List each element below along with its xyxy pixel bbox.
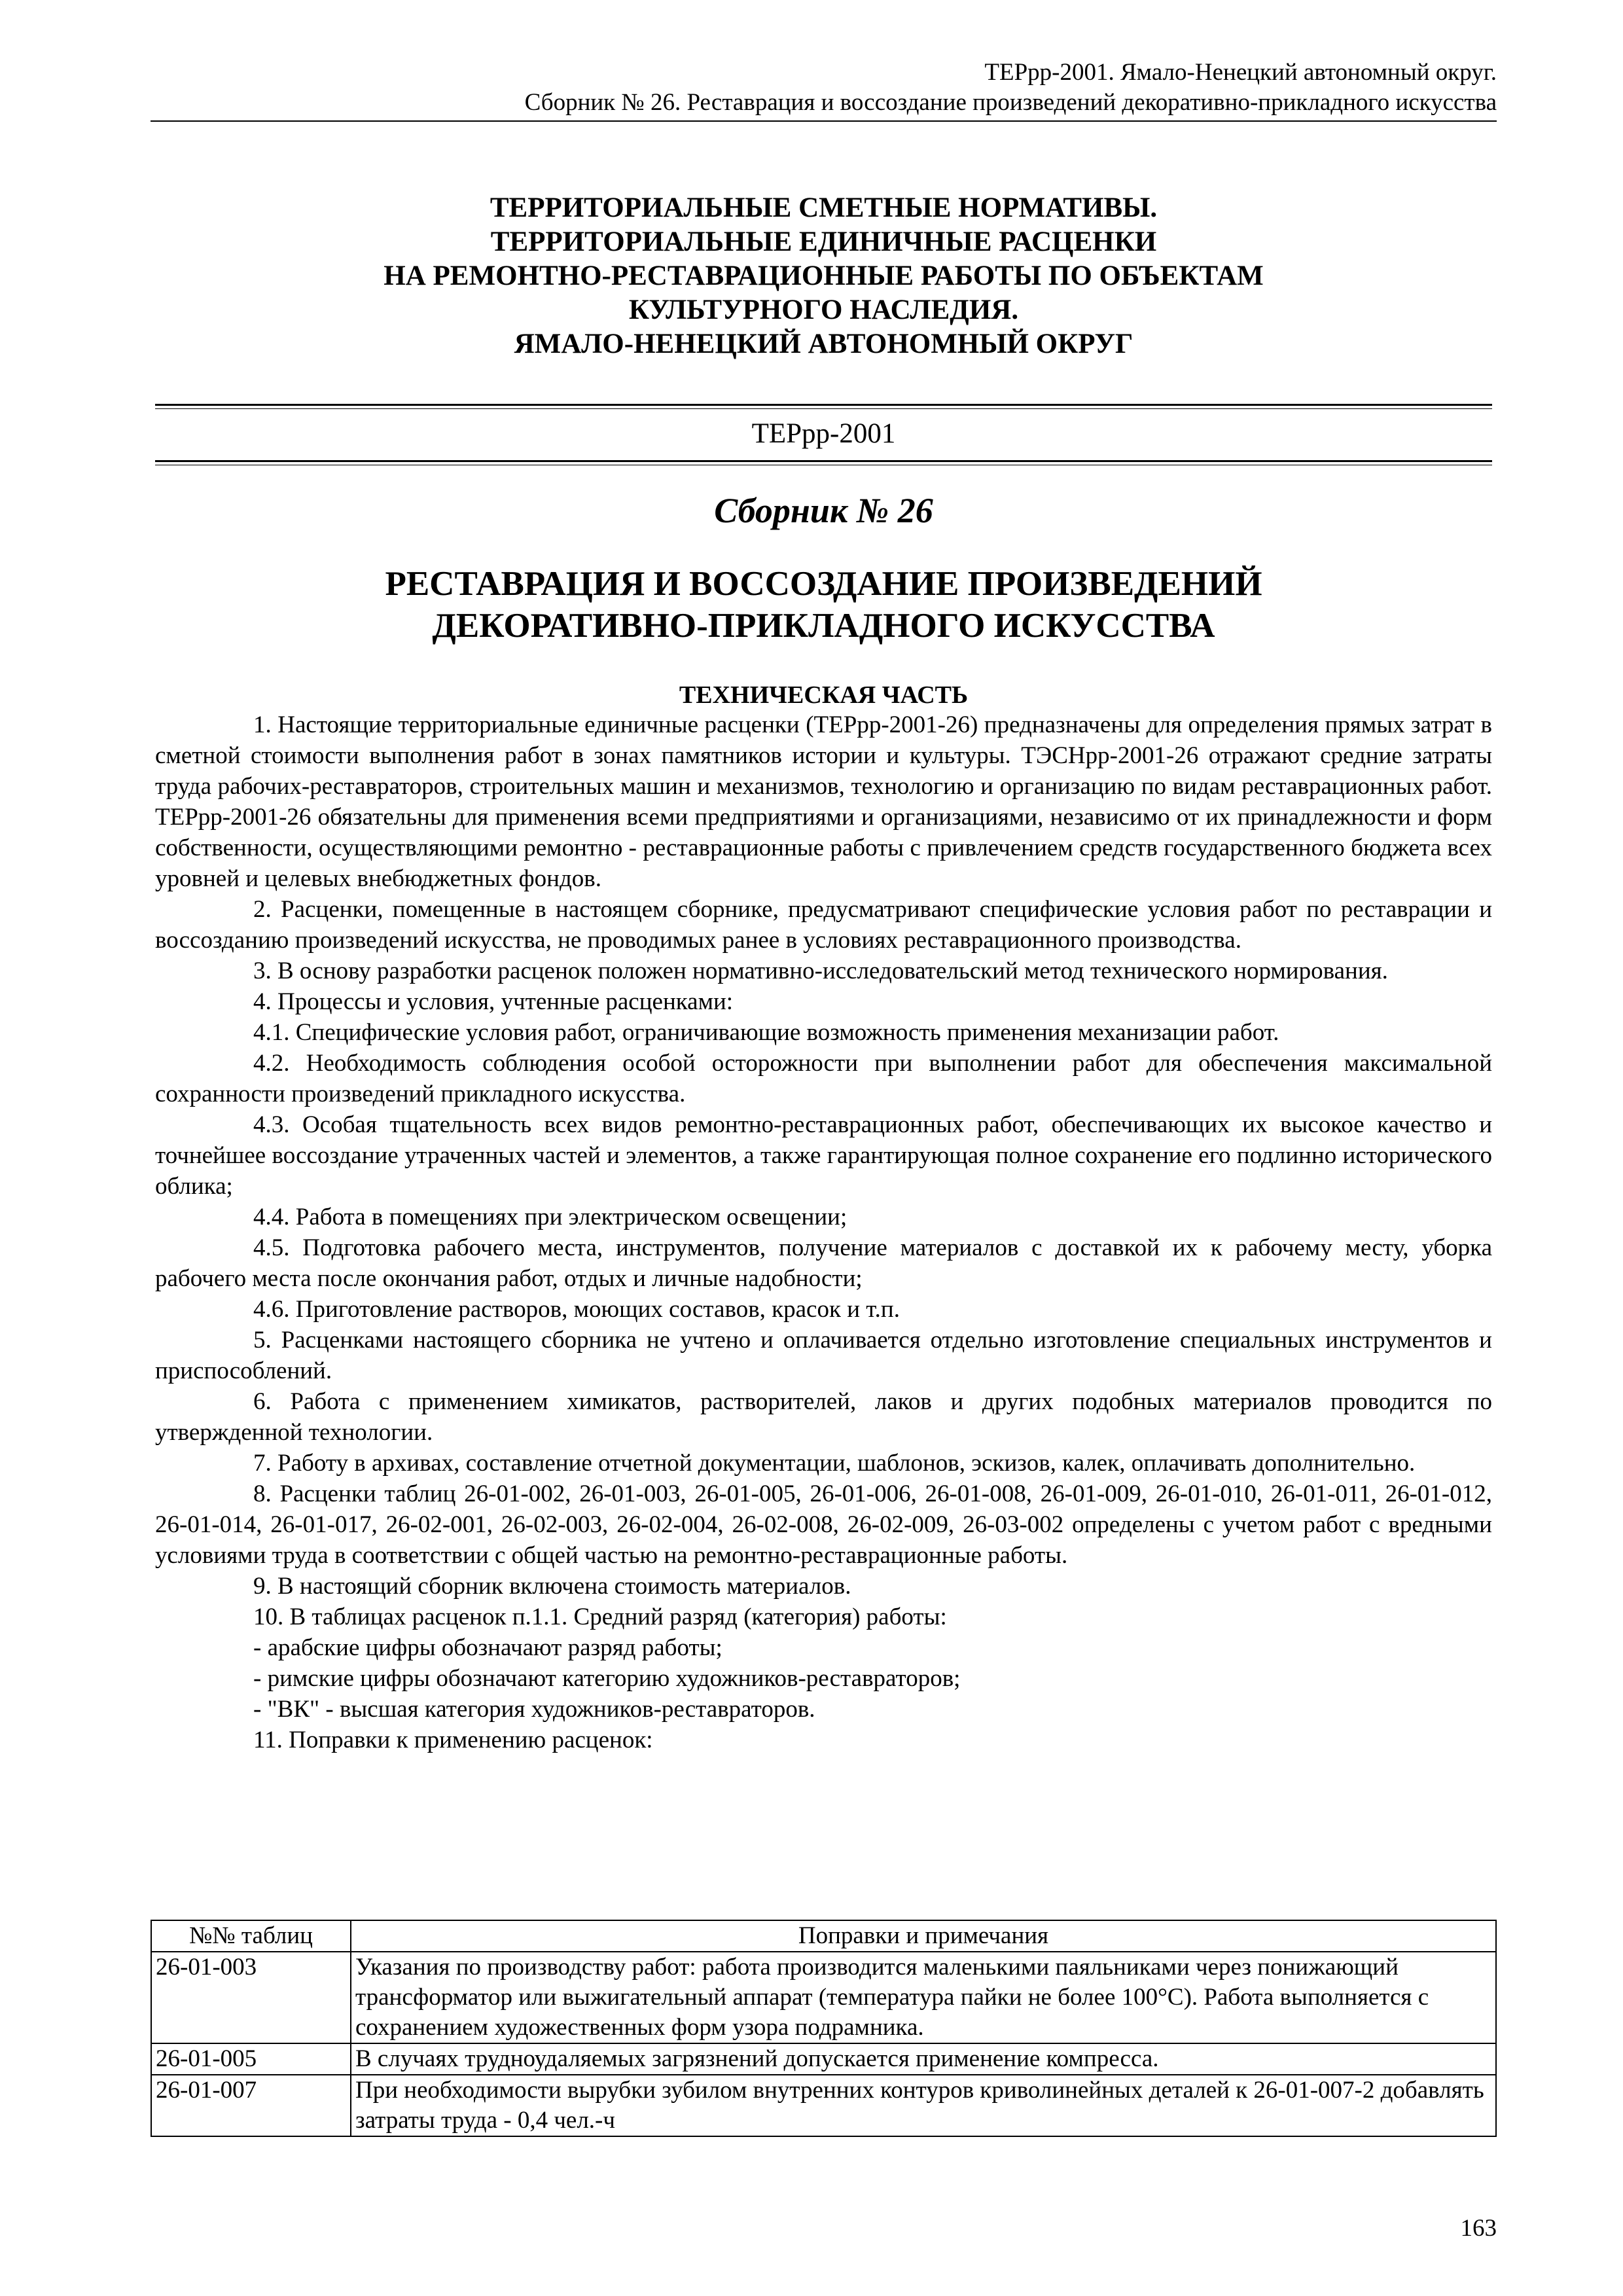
running-header xyxy=(151,58,1497,122)
collection-title: Сборник № 26 xyxy=(714,491,933,530)
paragraph: - римские цифры обозначают категорию художников-реставраторов; xyxy=(253,1665,961,1692)
paragraph: 1. Настоящие территориальные единичные расценки (ТЕРрр-2001-26) предназначены для определения прямых затрат в сметной стоимости выполнения работ в зонах памятников истории и культуры. ТЭСНрр-2001-26 отражают средние затраты труда рабочих-реставраторов, строительных машин и механизмов, технологию и организацию по видам реставрационных работ. ТЕРрр-2001-26 обязательны для применения всеми предприятиями и организациями, независимо от их принадлежности и форм собственности, осуществляющими ремонтно - реставрационные работы с привлечением средств государственного бюджета всех уровней и целевых внебюджетных фондов. xyxy=(155,711,1492,892)
table-row xyxy=(151,1952,1496,2043)
paragraph: 4.4. Работа в помещениях при электрическом освещении; xyxy=(253,1204,847,1230)
paragraph: 2. Расценки, помещенные в настоящем сборнике, предусматривают специфические условия работ по реставрации и воссозданию произведений искусства, не проводимых ранее в условиях реставрационного производства. xyxy=(155,896,1492,954)
technical-part-body xyxy=(155,709,1492,1755)
column-header-notes: Поправки и примечания xyxy=(351,1920,1496,1952)
main-title-line: КУЛЬТУРНОГО НАСЛЕДИЯ. xyxy=(628,295,1019,325)
paragraph: 4.1. Специфические условия работ, ограничивающие возможность применения механизации работ. xyxy=(253,1019,1279,1046)
paragraph: 10. В таблицах расценок п.1.1. Средний разряд (категория) работы: xyxy=(253,1604,947,1630)
running-header-line-2: Сборник № 26. Реставрация и воссоздание произведений декоративно-прикладного искусства xyxy=(524,89,1497,116)
paragraph: - арабские цифры обозначают разряд работы; xyxy=(253,1634,722,1661)
paragraph: 4. Процессы и условия, учтенные расценками: xyxy=(253,988,734,1015)
page-number: 163 xyxy=(1460,2215,1497,2242)
paragraph: 6. Работа с применением химикатов, растворителей, лаков и других подобных материалов проводится по утвержденной технологии. xyxy=(155,1388,1492,1446)
paragraph: 3. В основу разработки расценок положен нормативно-исследовательский метод технического нормирования. xyxy=(253,958,1388,984)
table-row xyxy=(151,2075,1496,2136)
main-title-line: ТЕРРИТОРИАЛЬНЫЕ ЕДИНИЧНЫЕ РАСЦЕНКИ xyxy=(490,226,1157,257)
paragraph: 4.2. Необходимость соблюдения особой осторожности при выполнении работ для обеспечения максимальной сохранности произведений прикладного искусства. xyxy=(155,1050,1492,1107)
paragraph: 5. Расценками настоящего сборника не учтено и оплачивается отдельно изготовление специальных инструментов и приспособлений. xyxy=(155,1327,1492,1384)
collection-subtitle-line: РЕСТАВРАЦИЯ И ВОССОЗДАНИЕ ПРОИЗВЕДЕНИЙ xyxy=(385,565,1262,603)
paragraph: 8. Расценки таблиц 26-01-002, 26-01-003, 26-01-005, 26-01-006, 26-01-008, 26-01-009, 26-01-010, 26-01-011, 26-01-012, 26-01-014, 26-01-017, 26-02-001, 26-02-003, 26-02-004, 26-02-008, 26-02-009, 26-03-002 определены с учетом работ с вредными условиями труда в соответствии с общей частью на ремонтно-реставрационные работы. xyxy=(155,1480,1492,1569)
corrections-table xyxy=(151,1920,1497,2137)
main-title-line: ТЕРРИТОРИАЛЬНЫЕ СМЕТНЫЕ НОРМАТИВЫ. xyxy=(490,192,1158,223)
norm-code: ТЕРрр-2001 xyxy=(751,418,896,449)
paragraph: 11. Поправки к применению расценок: xyxy=(253,1727,653,1753)
top-divider xyxy=(155,404,1492,409)
running-header-line-1: ТЕРрр-2001. Ямало-Ненецкий автономный округ. xyxy=(984,59,1497,86)
paragraph: 7. Работу в архивах, составление отчетной документации, шаблонов, эскизов, калек, оплачивать дополнительно. xyxy=(253,1450,1416,1477)
technical-part-heading: ТЕХНИЧЕСКАЯ ЧАСТЬ xyxy=(679,681,969,709)
collection-subtitle xyxy=(151,563,1497,647)
main-title xyxy=(151,191,1497,361)
paragraph: 4.6. Приготовление растворов, моющих составов, красок и т.п. xyxy=(253,1296,900,1323)
main-title-line: ЯМАЛО-НЕНЕЦКИЙ АВТОНОМНЫЙ ОКРУГ xyxy=(514,329,1133,359)
table-row xyxy=(151,2043,1496,2075)
main-title-line: НА РЕМОНТНО-РЕСТАВРАЦИОННЫЕ РАБОТЫ ПО ОБЪЕКТАМ xyxy=(383,260,1264,291)
note-cell: При необходимости вырубки зубилом внутренних контуров криволинейных деталей к 26-01-007-2 добавлять затраты труда - 0,4 чел.-ч xyxy=(351,2075,1496,2136)
table-number-cell: 26-01-005 xyxy=(151,2043,351,2075)
collection-subtitle-line: ДЕКОРАТИВНО-ПРИКЛАДНОГО ИСКУССТВА xyxy=(432,607,1215,645)
note-cell: В случаях трудноудаляемых загрязнений допускается применение компресса. xyxy=(351,2043,1496,2075)
bottom-divider xyxy=(155,460,1492,465)
paragraph: 4.3. Особая тщательность всех видов ремонтно-реставрационных работ, обеспечивающих их высокое качество и точнейшее воссоздание утраченных частей и элементов, а также гарантирующая полное сохранение его подлинно исторического облика; xyxy=(155,1111,1492,1200)
paragraph: - "ВК" - высшая категория художников-реставраторов. xyxy=(253,1696,815,1723)
paragraph: 4.5. Подготовка рабочего места, инструментов, получение материалов с доставкой их к рабочему месту, уборка рабочего места после окончания работ, отдых и личные надобности; xyxy=(155,1234,1492,1292)
table-header-row xyxy=(151,1920,1496,1952)
table-number-cell: 26-01-007 xyxy=(151,2075,351,2136)
table-number-cell: 26-01-003 xyxy=(151,1952,351,2043)
note-cell: Указания по производству работ: работа производится маленькими паяльниками через понижающий трансформатор или выжигательный аппарат (температура пайки не более 100°С). Работа выполняется с сохранением художественных форм узора подрамника. xyxy=(351,1952,1496,2043)
column-header-table-numbers: №№ таблиц xyxy=(151,1920,351,1952)
paragraph: 9. В настоящий сборник включена стоимость материалов. xyxy=(253,1573,851,1600)
